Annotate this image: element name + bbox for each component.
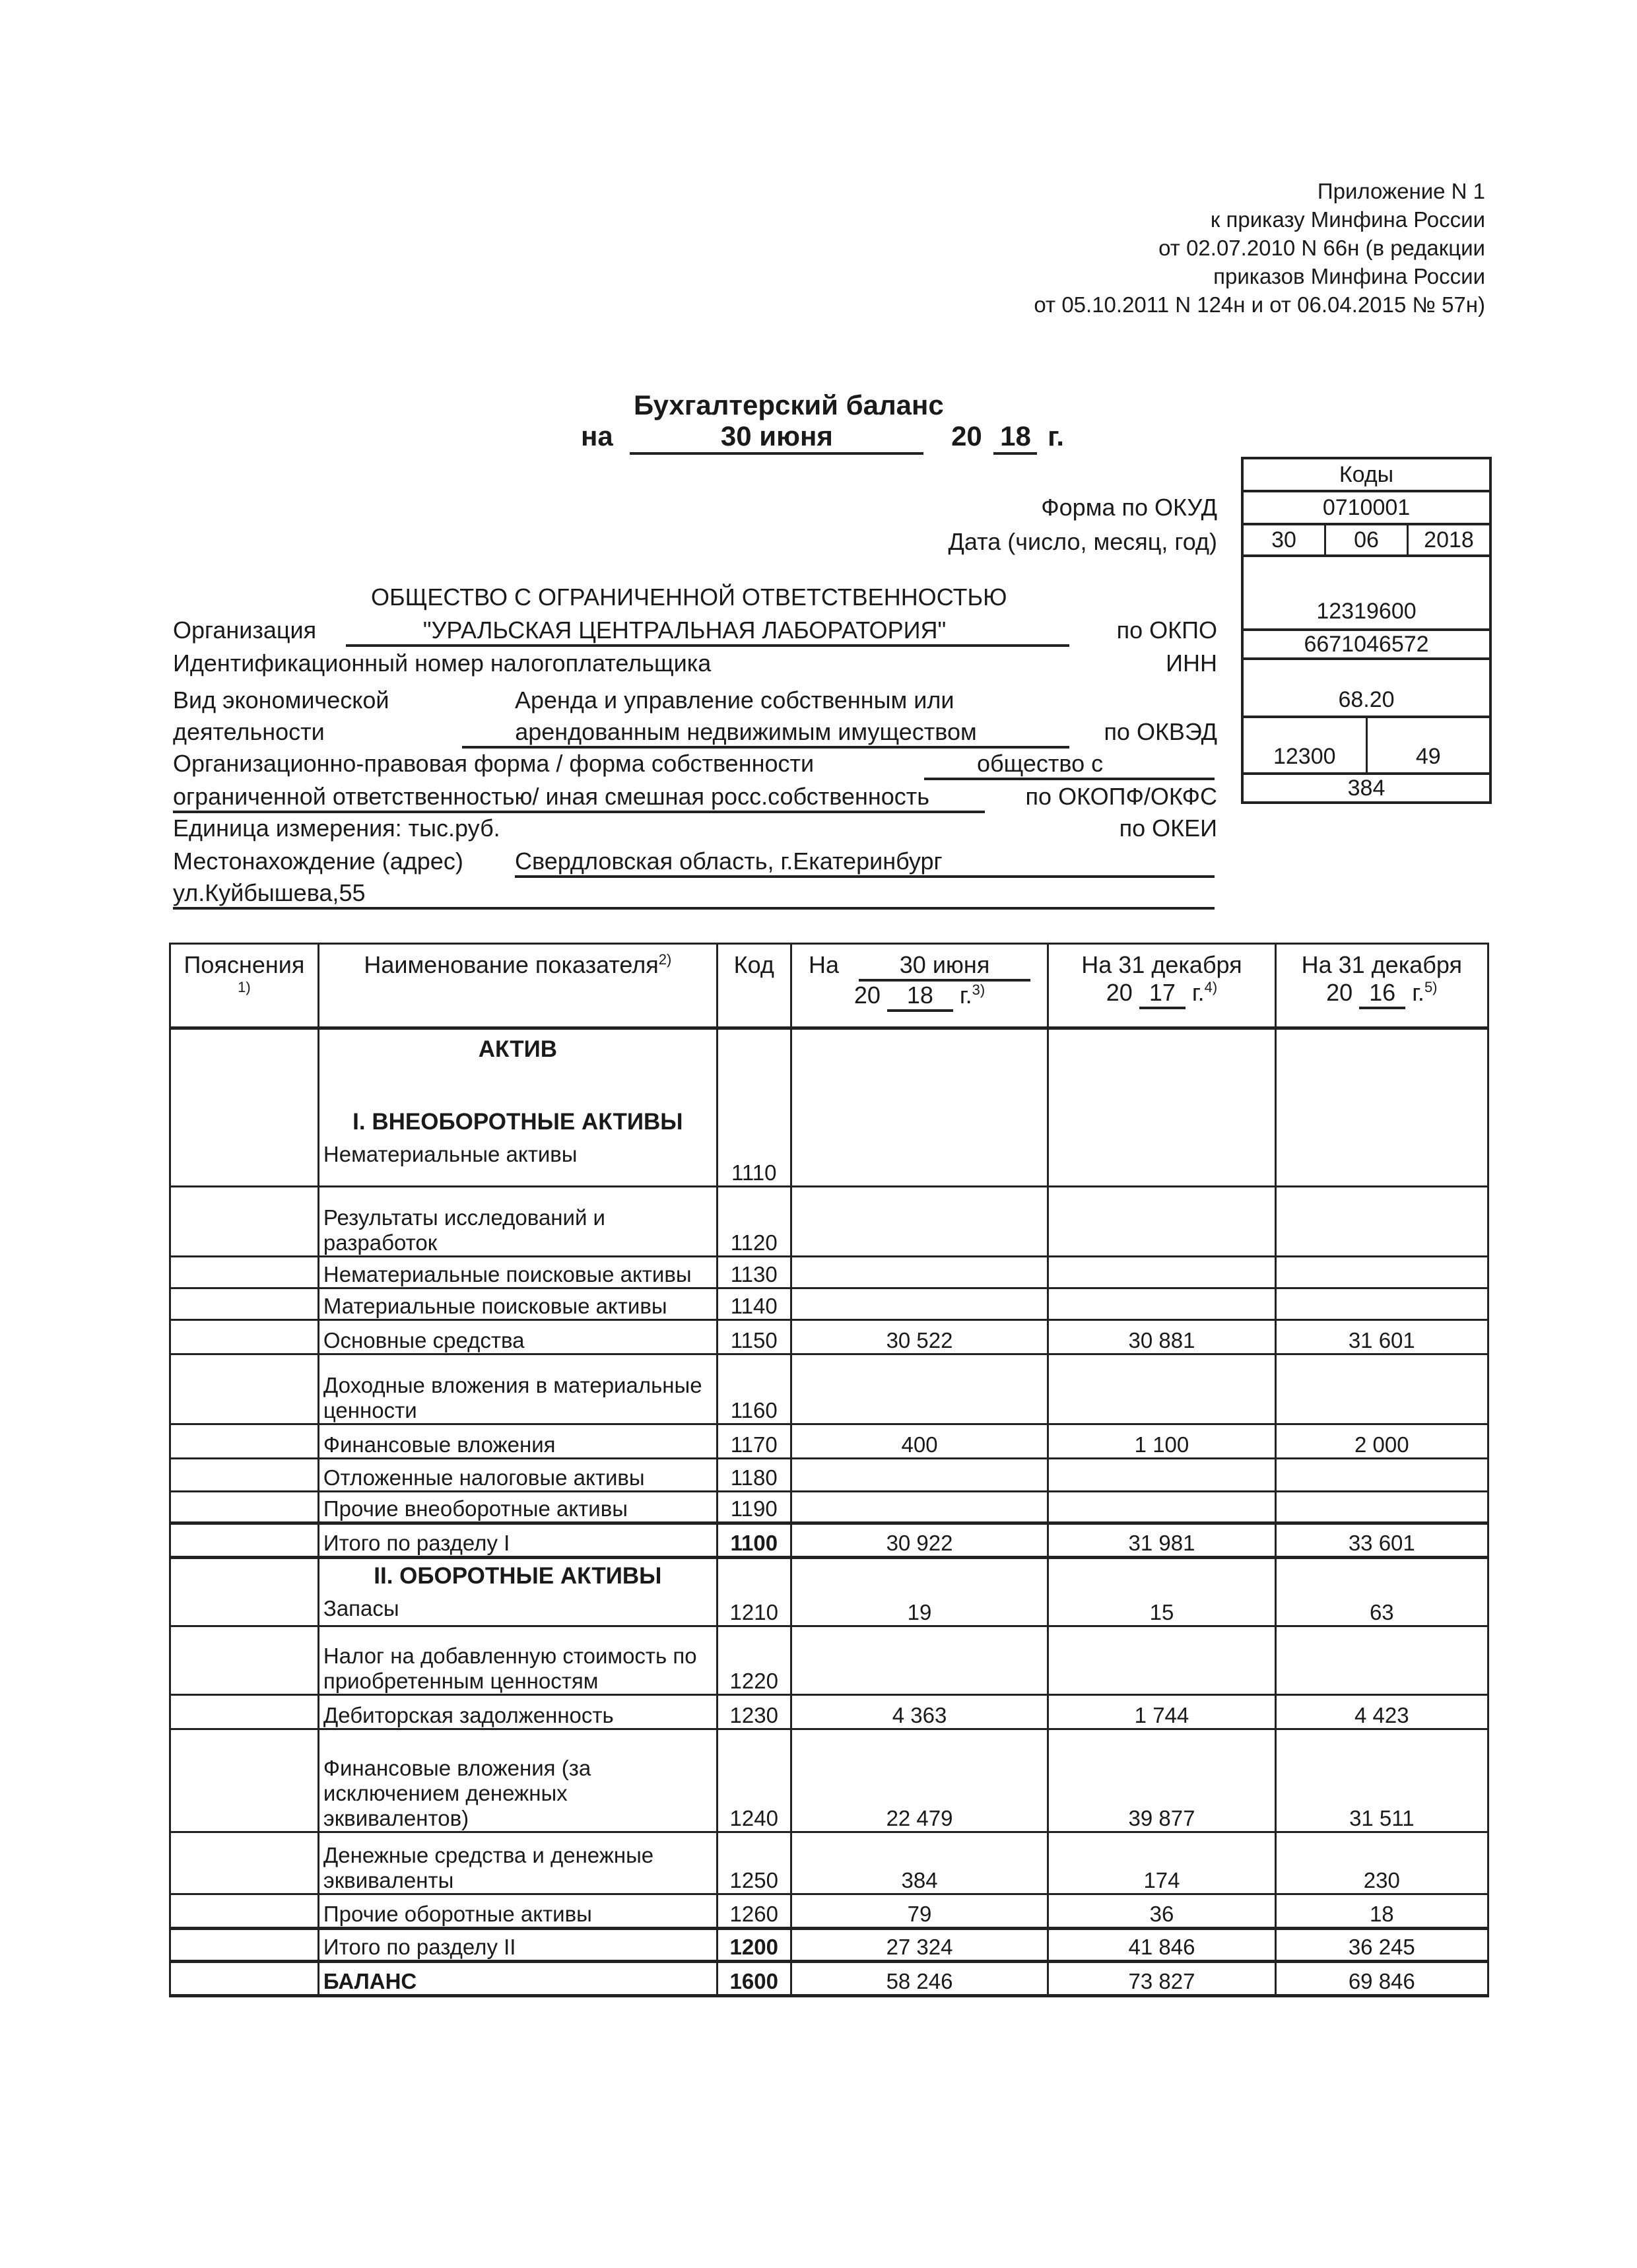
document-title: Бухгалтерский баланс — [634, 389, 944, 420]
year-prefix: 20 — [951, 420, 982, 451]
po-okopf-label: по ОКОПФ/ОКФС — [1025, 783, 1217, 810]
okpo-code: 12319600 — [1316, 599, 1417, 624]
row-name: Дебиторская задолженность — [318, 1695, 717, 1729]
inn-label: Идентификационный номер налогоплательщика — [173, 650, 712, 677]
row-name: Финансовые вложения — [318, 1424, 717, 1459]
codes-title: Коды — [1339, 461, 1394, 487]
row-name: Нематериальные поисковые активы — [318, 1257, 717, 1288]
okopf-code: 12300 — [1273, 744, 1336, 769]
legal-form-value-1: общество с — [924, 750, 1215, 780]
org-name-line2: "УРАЛЬСКАЯ ЦЕНТРАЛЬНАЯ ЛАБОРАТОРИЯ" — [346, 617, 1069, 647]
row-name: Итого по разделу II — [318, 1929, 717, 1962]
date-label: Дата (число, месяц, год) — [948, 528, 1217, 555]
table-row: Финансовые вложения 1170 400 1 100 2 000 — [170, 1424, 1488, 1459]
appendix-line: приказов Минфина России — [1213, 264, 1485, 288]
table-row: Результаты исследований и разработок 1120 — [170, 1187, 1488, 1257]
na-label: на — [581, 420, 613, 451]
table-header-row — [170, 944, 1488, 1028]
address-value-2: ул.Куйбышева,55 — [173, 879, 1215, 910]
po-okpo-label: по ОКПО — [1116, 617, 1217, 644]
row-name: Финансовые вложения (за исключением денежных эквивалентов) — [318, 1729, 717, 1832]
appendix-line: от 02.07.2010 N 66н (в редакции — [1158, 236, 1485, 260]
po-okved-label: по ОКВЭД — [1104, 718, 1217, 745]
date-day-code: 30 — [1271, 527, 1296, 552]
okei-code: 384 — [1347, 775, 1386, 801]
activity-label-2: деятельности — [173, 718, 325, 745]
table-row — [170, 1028, 1488, 1187]
year-suffix: 18 — [993, 420, 1037, 455]
table-row: Прочие внеоборотные активы 1190 — [170, 1492, 1488, 1523]
table-row: Нематериальные поисковые активы 1130 — [170, 1257, 1488, 1288]
table-row: Налог на добавленную стоимость по приобретенным ценностям 1220 — [170, 1626, 1488, 1695]
table-row: Отложенные налоговые активы 1180 — [170, 1459, 1488, 1492]
forma-okud-label: Форма по ОКУД — [1041, 494, 1217, 521]
report-day-month: 30 июня — [630, 420, 923, 455]
table-row: Прочие оборотные активы 1260 79 36 18 — [170, 1894, 1488, 1929]
address-value-1: Свердловская область, г.Екатеринбург — [515, 848, 1215, 878]
row-name: Прочие внеоборотные активы — [318, 1492, 717, 1523]
table-row: Дебиторская задолженность 1230 4 363 1 744 4 423 — [170, 1695, 1488, 1729]
row-name: Налог на добавленную стоимость по приобретенным ценностям — [318, 1626, 717, 1695]
legal-form-value-2: ограниченной ответственностью/ иная смешная росс.собственность — [173, 783, 985, 813]
org-name-line1: ОБЩЕСТВО С ОГРАНИЧЕННОЙ ОТВЕТСТВЕННОСТЬЮ — [371, 584, 1007, 611]
okud-code: 0710001 — [1322, 494, 1411, 520]
table-row: Основные средства 1150 30 522 30 881 31 601 — [170, 1320, 1488, 1354]
appendix-line: от 05.10.2011 N 124н и от 06.04.2015 № 57н) — [1034, 292, 1485, 317]
header-col2: На 31 декабря 20 17 г.$^{4)}$ — [1048, 944, 1275, 1028]
unit-label: Единица измерения: тыс.руб. — [173, 815, 500, 842]
row-name: БАЛАНС — [318, 1962, 717, 1996]
table-row: Финансовые вложения (за исключением денежных эквивалентов) 1240 22 479 39 877 31 511 — [170, 1729, 1488, 1832]
po-okei-label: по ОКЕИ — [1119, 815, 1217, 842]
activity-value-1: Аренда и управление собственным или — [515, 686, 954, 714]
appendix-line: Приложение N 1 — [1317, 179, 1485, 203]
row-code: 1110 — [717, 1028, 791, 1187]
row-name: Материальные поисковые активы — [318, 1288, 717, 1320]
table-row-total: Итого по разделу II 1200 27 324 41 846 36 245 — [170, 1929, 1488, 1962]
activity-label-1: Вид экономической — [173, 686, 389, 714]
appendix-line: к приказу Минфина России — [1210, 207, 1485, 232]
row-name: Отложенные налоговые активы — [318, 1459, 717, 1492]
table-row: Денежные средства и денежные эквиваленты 1250 384 174 230 — [170, 1832, 1488, 1894]
okved-code: 68.20 — [1338, 687, 1395, 712]
row-name: Основные средства — [318, 1320, 717, 1354]
table-row-total: Итого по разделу I 1100 30 922 31 981 33 601 — [170, 1523, 1488, 1558]
header-notes: Пояснения $^{1)}$ — [170, 944, 319, 1028]
year-g: г. — [1048, 420, 1065, 451]
header-name: Наименование показателя$^{2)}$ — [318, 944, 717, 1028]
header-col3: На 31 декабря 20 16 г.$^{5)}$ — [1275, 944, 1488, 1028]
row-name: Прочие оборотные активы — [318, 1894, 717, 1929]
date-month-code: 06 — [1324, 525, 1407, 554]
balance-table — [169, 943, 1489, 1997]
row-name: Итого по разделу I — [318, 1523, 717, 1558]
table-row: Доходные вложения в материальные ценности 1160 — [170, 1354, 1488, 1424]
header-code: Код — [717, 944, 791, 1028]
row-name: Доходные вложения в материальные ценности — [318, 1354, 717, 1424]
address-label: Местонахождение (адрес) — [173, 848, 463, 875]
organization-label: Организация — [173, 617, 317, 644]
date-year-code: 2018 — [1407, 525, 1489, 554]
section1-heading: I. ВНЕОБОРОТНЫЕ АКТИВЫ — [352, 1109, 683, 1135]
report-date-line — [581, 420, 1064, 455]
activity-value-2: арендованным недвижимым имуществом — [462, 718, 1069, 749]
row-name: Денежные средства и денежные эквиваленты — [318, 1832, 717, 1894]
table-row: Материальные поисковые активы 1140 — [170, 1288, 1488, 1320]
aktiv-heading: АКТИВ — [478, 1036, 558, 1062]
okfs-code: 49 — [1366, 718, 1490, 772]
legal-form-label: Организационно-правовая форма / форма собственности — [173, 750, 815, 777]
inn-code: 6671046572 — [1304, 631, 1429, 657]
row-name: Нематериальные активы — [323, 1142, 578, 1166]
codes-box — [1241, 457, 1492, 804]
section2-heading: II. ОБОРОТНЫЕ АКТИВЫ — [374, 1563, 662, 1589]
table-row-balance: БАЛАНС 1600 58 246 73 827 69 846 — [170, 1962, 1488, 1996]
row-name: Запасы — [323, 1596, 399, 1620]
header-col1: На 30 июня 20 18 г.$^{3)}$ — [791, 944, 1048, 1028]
appendix-note — [1034, 177, 1485, 319]
inn-short-label: ИНН — [1166, 650, 1217, 677]
row-name: Результаты исследований и разработок — [318, 1187, 717, 1257]
table-row: II. ОБОРОТНЫЕ АКТИВЫ Запасы 1210 19 15 63 — [170, 1558, 1488, 1626]
